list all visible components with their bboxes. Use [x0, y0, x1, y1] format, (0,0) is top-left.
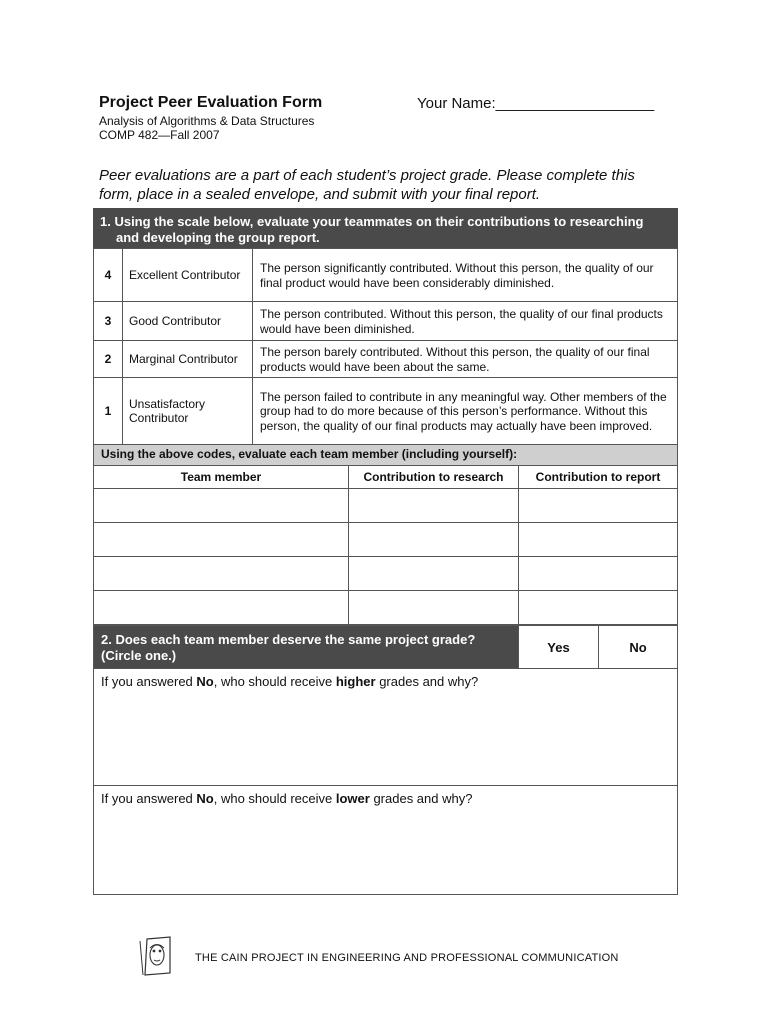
intro-text: Peer evaluations are a part of each student’s project grade. Please complete this form, place in a sealed envelope, and submit with your final report. [99, 167, 635, 203]
evaluation-form [93, 208, 678, 895]
higher-prompt-keyword: higher [335, 674, 376, 689]
footer-text: THE CAIN PROJECT IN ENGINEERING AND PROFESSIONAL COMMUNICATION [195, 952, 619, 964]
scale-table [93, 248, 678, 445]
higher-prompt-no: No [196, 674, 214, 689]
no-option[interactable]: No [599, 626, 678, 669]
scale-description: The person barely contributed. Without this person, the quality of our final products would have been about the same. [253, 341, 678, 378]
research-score-cell[interactable] [349, 591, 519, 625]
lower-grades-answer-box[interactable] [93, 786, 678, 895]
team-member-cell[interactable] [94, 489, 349, 523]
lower-prompt-prefix: If you answered [101, 791, 197, 806]
scale-row [94, 378, 678, 445]
team-member-row [94, 557, 678, 591]
scale-description: The person failed to contribute in any meaningful way. Other members of the group had to do more because of this person’s performance. Without this person, the quality of our final products may actually have been improved. [253, 378, 678, 445]
codes-instruction: Using the above codes, evaluate each team member (including yourself): [93, 445, 678, 465]
face-sketch-icon [137, 935, 175, 977]
scale-code: 1 [94, 378, 123, 445]
team-member-row [94, 591, 678, 625]
research-score-cell[interactable] [349, 489, 519, 523]
lower-prompt-keyword: lower [335, 791, 370, 806]
research-score-cell[interactable] [349, 523, 519, 557]
team-member-row [94, 523, 678, 557]
higher-grades-answer-box[interactable] [93, 669, 678, 786]
team-member-cell[interactable] [94, 557, 349, 591]
report-score-cell[interactable] [519, 557, 678, 591]
scale-code: 2 [94, 341, 123, 378]
scale-row [94, 341, 678, 378]
team-member-cell[interactable] [94, 523, 349, 557]
column-header-team-member: Team member [94, 466, 349, 489]
scale-description: The person contributed. Without this person, the quality of our final products would have been diminished. [253, 302, 678, 341]
scale-description: The person significantly contributed. Without this person, the quality of our final product would have been considerably diminished. [253, 249, 678, 302]
lower-prompt-suffix: grades and why? [369, 791, 473, 806]
scale-code: 3 [94, 302, 123, 341]
report-score-cell[interactable] [519, 591, 678, 625]
section1-heading: 1. Using the scale below, evaluate your teammates on their contributions to researching and developing the group report. [93, 208, 678, 248]
yes-option[interactable]: Yes [519, 626, 599, 669]
same-grade-row [94, 626, 678, 669]
same-grade-question-table [93, 625, 678, 669]
lower-prompt-middle: , who should receive [213, 791, 336, 806]
form-title: Project Peer Evaluation Form [99, 94, 323, 111]
scale-code: 4 [94, 249, 123, 302]
course-term: COMP 482—Fall 2007 [99, 128, 220, 142]
scale-name: Marginal Contributor [123, 341, 253, 378]
team-table-header [94, 466, 678, 489]
column-header-report: Contribution to report [519, 466, 678, 489]
scale-name: Excellent Contributor [123, 249, 253, 302]
higher-prompt-suffix: grades and why? [375, 674, 479, 689]
report-score-cell[interactable] [519, 523, 678, 557]
scale-name: Unsatisfactory Contributor [123, 378, 253, 445]
your-name-field[interactable]: Your Name:___________________ [417, 95, 655, 112]
team-member-row [94, 489, 678, 523]
team-member-table [93, 465, 678, 625]
lower-prompt-no: No [196, 791, 214, 806]
research-score-cell[interactable] [349, 557, 519, 591]
team-member-cell[interactable] [94, 591, 349, 625]
scale-row [94, 302, 678, 341]
course-name: Analysis of Algorithms & Data Structures [99, 114, 315, 128]
higher-prompt-middle: , who should receive [213, 674, 336, 689]
scale-name: Good Contributor [123, 302, 253, 341]
report-score-cell[interactable] [519, 489, 678, 523]
section2-question: 2. Does each team member deserve the same project grade? (Circle one.) [94, 626, 519, 669]
higher-prompt-prefix: If you answered [101, 674, 197, 689]
scale-row [94, 249, 678, 302]
column-header-research: Contribution to research [349, 466, 519, 489]
